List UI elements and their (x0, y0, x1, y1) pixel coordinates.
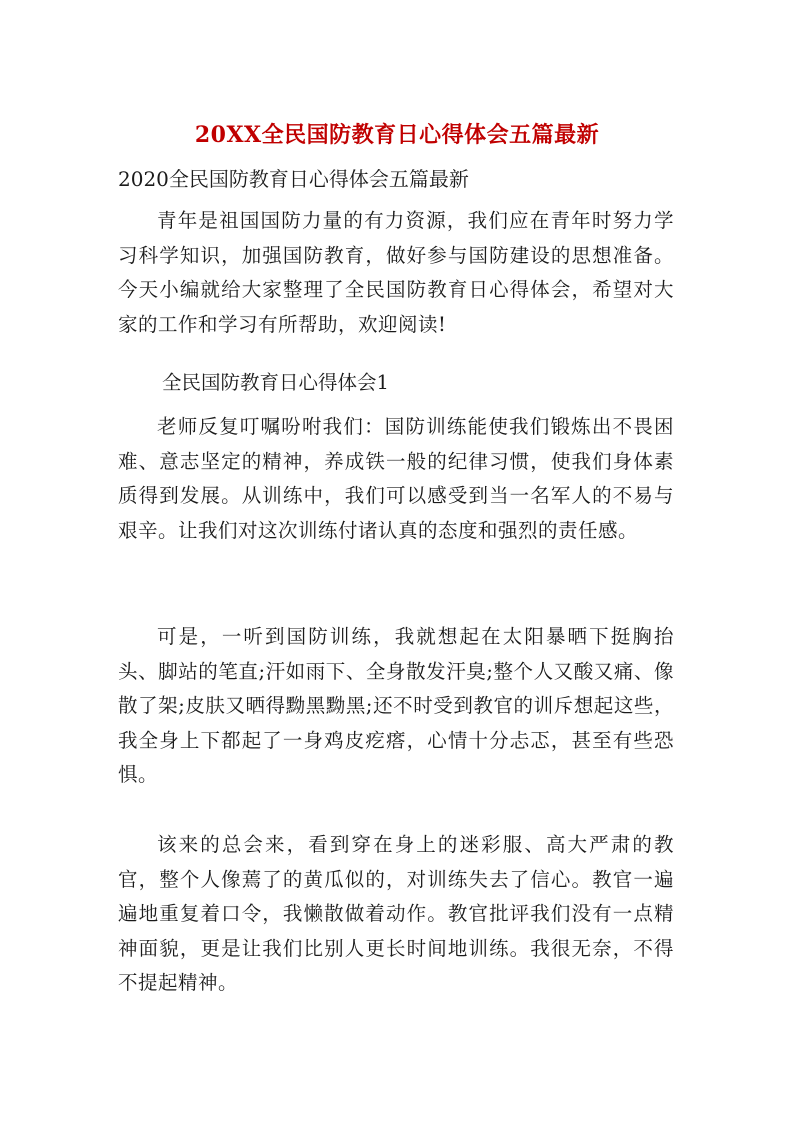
section-heading: 全民国防教育日心得体会1 (162, 371, 389, 394)
document-subtitle: 2020全民国防教育日心得体会五篇最新 (118, 167, 469, 191)
intro-paragraph: 青年是祖国国防力量的有力资源，我们应在青年时努力学习科学知识，加强国防教育，做好参与国防建设的思想准备。今天小编就给大家整理了全民国防教育日心得体会，希望对大家的工作和学习有所帮助，欢迎阅读! (118, 209, 674, 336)
body-paragraph-3: 该来的总会来，看到穿在身上的迷彩服、高大严肃的教官，整个人像蔫了的黄瓜似的，对训练失去了信心。教官一遍遍地重复着口令，我懒散做着动作。教官批评我们没有一点精神面貌，更是让我们比别人更长时间地训练。我很无奈，不得不提起精神。 (118, 833, 674, 994)
body-paragraph-1: 老师反复叮嘱吩咐我们：国防训练能使我们锻炼出不畏困难、意志坚定的精神，养成铁一般的纪律习惯，使我们身体素质得到发展。从训练中，我们可以感受到当一名军人的不易与艰辛。让我们对这次训练付诸认真的态度和强烈的责任感。 (118, 415, 674, 542)
document-title: 20XX全民国防教育日心得体会五篇最新 (194, 121, 600, 148)
body-paragraph-2: 可是，一听到国防训练，我就想起在太阳暴晒下挺胸抬头、脚站的笔直;汗如雨下、全身散发汗臭;整个人又酸又痛、像散了架;皮肤又晒得黝黑黝黑;还不时受到教官的训斥想起这些，我全身上下都起了一身鸡皮疙瘩，心情十分忐忑，甚至有些恐惧。 (118, 625, 674, 786)
